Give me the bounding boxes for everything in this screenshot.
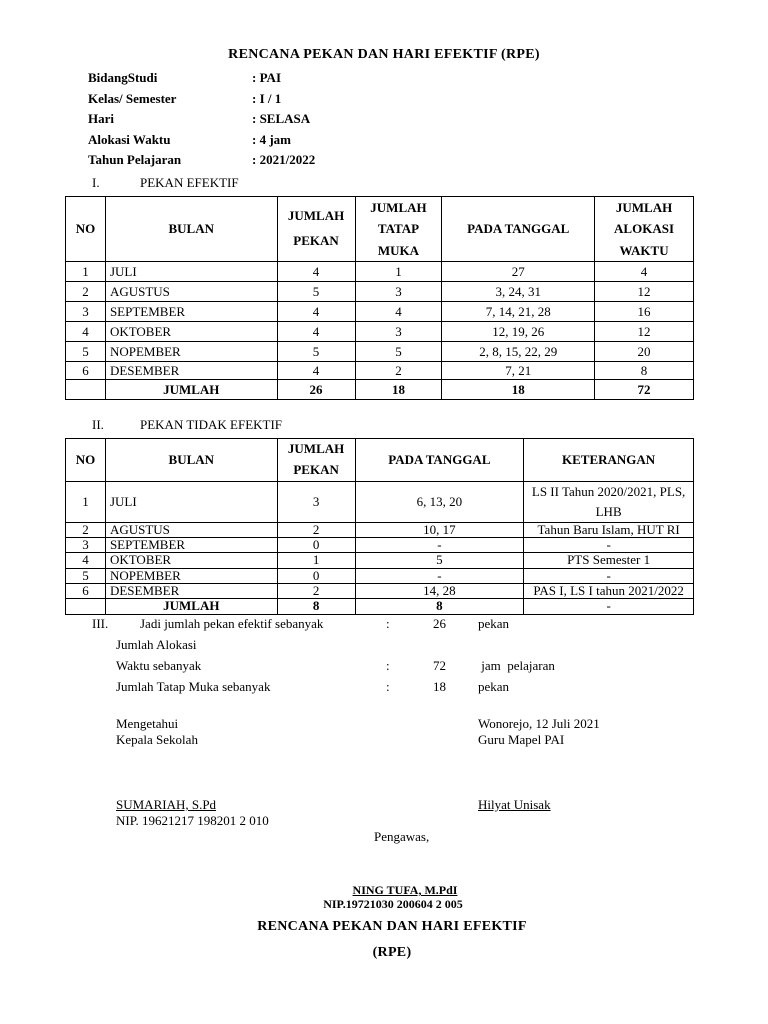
- summary-waktu-colon: :: [386, 658, 390, 673]
- cell-tatap: 3: [355, 282, 442, 302]
- cell-keterangan: Tahun Baru Islam, HUT RI: [524, 522, 694, 537]
- table-row: [66, 282, 694, 302]
- header-bulan: BULAN: [105, 439, 277, 482]
- cell-tanggal: 10, 17: [355, 522, 524, 537]
- table-row: [66, 262, 694, 282]
- cell-bulan: JULI: [105, 262, 277, 282]
- document-title: RENCANA PEKAN DAN HARI EFEKTIF (RPE): [228, 47, 540, 62]
- cell-pekan: 4: [277, 322, 355, 342]
- cell-tanggal: 3, 24, 31: [442, 282, 595, 302]
- total-label: JUMLAH: [105, 599, 277, 614]
- table-row: [66, 481, 694, 522]
- table-row: [66, 302, 694, 322]
- cell-no: 4: [66, 553, 106, 568]
- cell-tanggal: 2, 8, 15, 22, 29: [442, 342, 595, 362]
- header-alokasi-line3: WAKTU: [619, 242, 669, 258]
- cell-no: 5: [66, 342, 106, 362]
- pekan-efektif-table: [65, 196, 694, 400]
- cell-pekan: 5: [277, 342, 355, 362]
- summary-pekan-label: Jadi jumlah pekan efektif sebanyak: [140, 616, 324, 631]
- total-label: JUMLAH: [105, 380, 277, 400]
- meta-label-hari: Hari: [88, 111, 114, 126]
- meta-label-alokasi: Alokasi Waktu: [88, 132, 171, 147]
- footer-title-line1: RENCANA PEKAN DAN HARI EFEKTIF: [257, 919, 527, 934]
- cell-alokasi: 4: [595, 262, 694, 282]
- header-jumlah-pekan-line2: PEKAN: [293, 233, 339, 249]
- header-keterangan: KETERANGAN: [524, 439, 694, 482]
- meta-value-bidang: : PAI: [252, 70, 282, 85]
- meta-value-kelas: : I / 1: [252, 91, 282, 106]
- header-tatap-muka-line3: MUKA: [377, 242, 420, 258]
- sig-kepala-sekolah: Kepala Sekolah: [116, 732, 198, 747]
- section2-heading: PEKAN TIDAK EFEKTIF: [140, 417, 283, 432]
- cell-tanggal: -: [355, 568, 524, 583]
- summary-pekan-unit: pekan: [478, 616, 510, 631]
- table-row: [66, 322, 694, 342]
- sig-pengawas-name: NING TUFA, M.PdI: [352, 883, 458, 897]
- table-row: [66, 553, 694, 568]
- section1-heading: PEKAN EFEKTIF: [140, 175, 239, 190]
- cell-tatap: 2: [355, 362, 442, 380]
- sig-mengetahui: Mengetahui: [116, 716, 179, 731]
- cell-no: 4: [66, 322, 106, 342]
- cell-keterangan: PTS Semester 1: [524, 553, 694, 568]
- header-alokasi: [595, 197, 694, 262]
- sig-pengawas-nip: NIP.19721030 200604 2 005: [323, 897, 463, 911]
- cell-tatap: 3: [355, 322, 442, 342]
- table-total-row: [66, 380, 694, 400]
- sig-guru-name: Hilyat Unisak: [478, 797, 551, 812]
- footer-title-line2: (RPE): [372, 945, 412, 960]
- total-tatap: 18: [355, 380, 442, 400]
- cell-pekan: 4: [277, 262, 355, 282]
- table-row: [66, 342, 694, 362]
- table-header-row: [66, 197, 694, 262]
- cell-no: 2: [66, 522, 106, 537]
- cell-pekan: 2: [277, 584, 355, 599]
- sig-kepala-nip: NIP. 19621217 198201 2 010: [116, 813, 269, 828]
- sig-kepala-name: SUMARIAH, S.Pd: [116, 797, 217, 812]
- table-row: [66, 522, 694, 537]
- sig-pengawas-label: Pengawas,: [374, 829, 430, 844]
- cell-bulan: SEPTEMBER: [105, 538, 277, 553]
- cell-tatap: 4: [355, 302, 442, 322]
- summary-tatap-value: 18: [433, 679, 446, 694]
- meta-value-alokasi: : 4 jam: [252, 132, 291, 147]
- cell-tanggal: -: [355, 538, 524, 553]
- cell-tanggal: 27: [442, 262, 595, 282]
- cell-tatap: 5: [355, 342, 442, 362]
- header-tatap-muka: [355, 197, 442, 262]
- header-pada-tanggal: PADA TANGGAL: [355, 439, 524, 482]
- header-jumlah-pekan-line1: JUMLAH: [287, 208, 345, 224]
- meta-label-bidang: BidangStudi: [88, 70, 158, 85]
- meta-value-hari: : SELASA: [252, 111, 311, 126]
- cell-pekan: 0: [277, 568, 355, 583]
- cell-pekan: 5: [277, 282, 355, 302]
- section2-number: II.: [92, 417, 104, 432]
- section3-number: III.: [92, 616, 109, 631]
- header-jumlah-pekan: [277, 439, 355, 482]
- cell-bulan: OKTOBER: [105, 322, 277, 342]
- cell-bulan: DESEMBER: [105, 362, 277, 380]
- cell-pekan: 4: [277, 362, 355, 380]
- pekan-tidak-efektif-table: [65, 438, 694, 615]
- cell-pekan: 4: [277, 302, 355, 322]
- cell-keterangan: -: [524, 538, 694, 553]
- summary-alokasi-label: Jumlah Alokasi: [116, 637, 197, 652]
- meta-label-kelas: Kelas/ Semester: [88, 91, 177, 106]
- cell-tanggal: 14, 28: [355, 584, 524, 599]
- summary-tatap-unit: pekan: [478, 679, 510, 694]
- cell-alokasi: 8: [595, 362, 694, 380]
- table-row: [66, 584, 694, 599]
- cell-alokasi: 16: [595, 302, 694, 322]
- total-pekan: 8: [277, 599, 355, 614]
- cell-bulan: OKTOBER: [105, 553, 277, 568]
- cell-alokasi: 12: [595, 322, 694, 342]
- cell-bulan: NOPEMBER: [105, 568, 277, 583]
- header-no: NO: [66, 197, 106, 262]
- summary-tatap-colon: :: [386, 679, 390, 694]
- summary-pekan-colon: :: [386, 616, 390, 631]
- header-tatap-muka-line1: JUMLAH: [370, 200, 427, 215]
- header-tatap-muka-line2: TATAP: [377, 221, 420, 237]
- cell-keterangan: -: [524, 568, 694, 583]
- header-jumlah-pekan-line2: PEKAN: [293, 461, 339, 477]
- header-no: NO: [66, 439, 106, 482]
- cell-pekan: 3: [277, 481, 355, 522]
- total-tanggal: 18: [442, 380, 595, 400]
- total-alokasi: 72: [595, 380, 694, 400]
- cell-keterangan: PAS I, LS I tahun 2021/2022: [524, 584, 694, 599]
- summary-waktu-unit: jam pelajaran: [478, 658, 555, 673]
- header-pada-tanggal: PADA TANGGAL: [442, 197, 595, 262]
- keterangan-line1: LS II Tahun 2020/2021, PLS,: [531, 483, 686, 499]
- cell-no: 3: [66, 302, 106, 322]
- cell-no: 6: [66, 584, 106, 599]
- cell-bulan: AGUSTUS: [105, 522, 277, 537]
- header-jumlah-pekan-line1: JUMLAH: [287, 441, 345, 456]
- summary-waktu-value: 72: [433, 658, 446, 673]
- cell-pekan: 0: [277, 538, 355, 553]
- sig-guru-mapel: Guru Mapel PAI: [478, 732, 565, 747]
- cell-empty: [66, 599, 106, 614]
- cell-no: 5: [66, 568, 106, 583]
- header-alokasi-line2: ALOKASI: [614, 221, 675, 237]
- table-row: [66, 362, 694, 380]
- summary-waktu-label: Waktu sebanyak: [116, 658, 202, 673]
- total-pekan: 26: [277, 380, 355, 400]
- cell-alokasi: 20: [595, 342, 694, 362]
- table-total-row: [66, 599, 694, 614]
- section1-number: I.: [92, 175, 100, 190]
- header-bulan: BULAN: [105, 197, 277, 262]
- table-row: [66, 568, 694, 583]
- total-keterangan: -: [524, 599, 694, 614]
- cell-tanggal: 7, 21: [442, 362, 595, 380]
- cell-alokasi: 12: [595, 282, 694, 302]
- summary-pekan-value: 26: [433, 616, 446, 631]
- cell-bulan: AGUSTUS: [105, 282, 277, 302]
- header-jumlah-pekan: [277, 197, 355, 262]
- meta-label-tahun: Tahun Pelajaran: [88, 152, 182, 167]
- cell-no: 2: [66, 282, 106, 302]
- cell-bulan: SEPTEMBER: [105, 302, 277, 322]
- cell-keterangan: [524, 481, 694, 522]
- cell-bulan: NOPEMBER: [105, 342, 277, 362]
- total-tanggal: 8: [355, 599, 524, 614]
- sig-date-place: Wonorejo, 12 Juli 2021: [478, 716, 600, 731]
- cell-bulan: DESEMBER: [105, 584, 277, 599]
- cell-tatap: 1: [355, 262, 442, 282]
- cell-bulan: JULI: [105, 481, 277, 522]
- cell-pekan: 2: [277, 522, 355, 537]
- cell-empty: [66, 380, 106, 400]
- cell-tanggal: 6, 13, 20: [355, 481, 524, 522]
- cell-no: 3: [66, 538, 106, 553]
- header-alokasi-line1: JUMLAH: [615, 200, 673, 215]
- cell-no: 6: [66, 362, 106, 380]
- table-row: [66, 538, 694, 553]
- cell-tanggal: 12, 19, 26: [442, 322, 595, 342]
- table-header-row: [66, 439, 694, 482]
- keterangan-line2: LHB: [595, 503, 622, 519]
- cell-tanggal: 5: [355, 553, 524, 568]
- summary-tatap-label: Jumlah Tatap Muka sebanyak: [116, 679, 271, 694]
- cell-tanggal: 7, 14, 21, 28: [442, 302, 595, 322]
- cell-pekan: 1: [277, 553, 355, 568]
- meta-value-tahun: : 2021/2022: [252, 152, 316, 167]
- cell-no: 1: [66, 481, 106, 522]
- cell-no: 1: [66, 262, 106, 282]
